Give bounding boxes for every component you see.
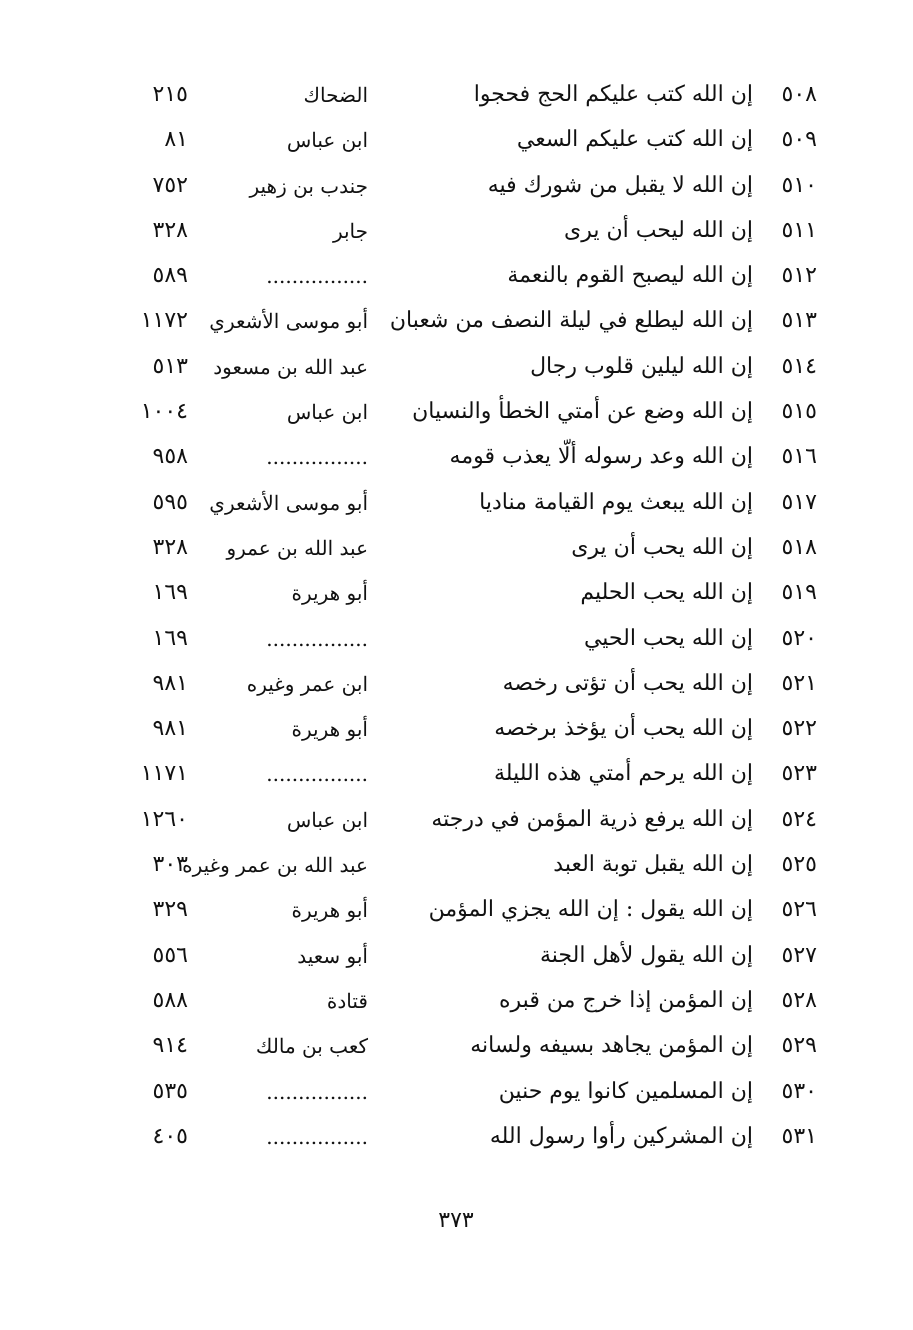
narrator: جندب بن زهير (249, 173, 368, 198)
index-row (0, 300, 913, 345)
page-reference: ١١٧١ (140, 761, 188, 787)
narrator: عبد الله بن مسعود (213, 354, 368, 379)
entry-number: ٥٠٨ (781, 82, 817, 107)
index-row (0, 935, 913, 980)
index-row (0, 889, 913, 934)
narrator: ................ (266, 264, 368, 289)
page-reference: ١١٧٢ (140, 308, 188, 334)
entry-number: ٥٢١ (781, 670, 817, 696)
index-row (0, 74, 913, 119)
hadith-text: إن المشركين رأوا رسول الله (489, 1123, 753, 1149)
hadith-text: إن الله لا يقبل من شورك فيه (487, 172, 753, 198)
page-reference: ٧٥٢ (152, 172, 188, 198)
narrator: ابن عباس (286, 400, 368, 425)
hadith-text: إن الله ليصبح القوم بالنعمة (507, 263, 753, 289)
hadith-text: إن الله يحب أن يرى (571, 534, 753, 560)
page-reference: ٨١ (164, 127, 188, 153)
hadith-text: إن الله كتب عليكم الحج فحجوا (473, 82, 753, 107)
page-reference: ٥٨٩ (152, 263, 188, 289)
index-row (0, 119, 913, 164)
entry-number: ٥٢٦ (781, 897, 817, 923)
page-reference: ١٦٩ (152, 580, 188, 606)
entry-number: ٥١٤ (781, 353, 817, 379)
page-reference: ٩٥٨ (152, 444, 188, 470)
narrator: عبد الله بن عمر وغيره (182, 853, 368, 878)
entry-number: ٥١٣ (781, 308, 817, 334)
entry-number: ٥٢٣ (781, 761, 817, 787)
index-row (0, 482, 913, 527)
entry-number: ٥١٩ (781, 580, 817, 606)
narrator: أبو موسى الأشعري (209, 490, 368, 515)
index-row (0, 436, 913, 481)
hadith-text: إن الله يحب الحليم (580, 580, 753, 606)
narrator: أبو هريرة (291, 717, 368, 742)
hadith-text: إن الله يقول لأهل الجنة (540, 942, 753, 968)
entry-number: ٥٢٩ (781, 1033, 817, 1059)
entry-number: ٥٣١ (781, 1123, 817, 1149)
entry-number: ٥١١ (781, 217, 817, 243)
index-row (0, 527, 913, 572)
page-reference: ٣٠٣ (152, 852, 188, 878)
hadith-text: إن الله يحب أن يؤخذ برخصه (494, 716, 753, 742)
entry-number: ٥٢٢ (781, 716, 817, 742)
entry-number: ٥٢٤ (781, 806, 817, 832)
narrator: أبو هريرة (291, 898, 368, 923)
hadith-text: إن الله يحب الحيي (583, 625, 753, 651)
page-reference: ٩٨١ (152, 716, 188, 742)
page-reference: ٣٢٩ (152, 897, 188, 923)
index-row (0, 1071, 913, 1116)
page-reference: ١٦٩ (152, 625, 188, 651)
narrator: كعب بن مالك (255, 1034, 368, 1059)
page-number: ٣٧٣ (438, 1208, 474, 1233)
hadith-text: إن الله ليحب أن يرى (563, 217, 753, 243)
page-reference: ٥٩٥ (152, 489, 188, 515)
hadith-text: إن المؤمن يجاهد بسيفه ولسانه (470, 1033, 753, 1059)
entry-number: ٥١٠ (781, 172, 817, 198)
entry-number: ٥٠٩ (781, 127, 817, 153)
entry-number: ٥٢٧ (781, 942, 817, 968)
narrator: ................ (266, 626, 368, 651)
page-reference: ١٠٠٤ (140, 399, 188, 425)
index-row (0, 1116, 913, 1161)
hadith-text: إن المسلمين كانوا يوم حنين (498, 1078, 753, 1104)
entry-number: ٥٣٠ (781, 1078, 817, 1104)
index-row (0, 799, 913, 844)
entry-number: ٥١٦ (781, 444, 817, 470)
hadith-text: إن الله ليلين قلوب رجال (530, 353, 753, 379)
hadith-text: إن الله يقول : إن الله يجزي المؤمن (428, 897, 753, 923)
hadith-index-list (0, 74, 913, 1161)
narrator: أبو هريرة (291, 581, 368, 606)
narrator: قتادة (326, 988, 368, 1013)
page-reference: ٥٥٦ (152, 942, 188, 968)
narrator: ................ (266, 445, 368, 470)
page-reference: ٥١٣ (152, 353, 188, 379)
hadith-text: إن الله يرفع ذرية المؤمن في درجته (431, 806, 753, 832)
narrator: عبد الله بن عمرو (226, 535, 368, 560)
index-row (0, 708, 913, 753)
hadith-text: إن المؤمن إذا خرج من قبره (499, 987, 753, 1013)
narrator: أبو موسى الأشعري (209, 309, 368, 334)
hadith-text: إن الله كتب عليكم السعي (516, 127, 753, 153)
entry-number: ٥١٧ (781, 489, 817, 515)
narrator: الضحاك (303, 83, 368, 107)
narrator: ابن عمر وغيره (246, 671, 368, 696)
narrator: ................ (266, 762, 368, 787)
narrator: جابر (332, 218, 368, 243)
page-reference: ٤٠٥ (152, 1123, 188, 1149)
index-row (0, 1025, 913, 1070)
hadith-text: إن الله وعد رسوله ألّا يعذب قومه (449, 444, 753, 470)
index-row (0, 980, 913, 1025)
index-row (0, 844, 913, 889)
index-row (0, 210, 913, 255)
entry-number: ٥٢٠ (781, 625, 817, 651)
page-reference: ٥٣٥ (152, 1078, 188, 1104)
entry-number: ٥٢٨ (781, 987, 817, 1013)
entry-number: ٥١٥ (781, 399, 817, 425)
hadith-text: إن الله ليطلع في ليلة النصف من شعبان (389, 308, 753, 334)
index-row (0, 618, 913, 663)
hadith-text: إن الله يرحم أمتي هذه الليلة (494, 761, 753, 787)
index-row (0, 255, 913, 300)
entry-number: ٥١٨ (781, 534, 817, 560)
page-reference: ٩١٤ (152, 1033, 188, 1059)
page-reference: ٣٢٨ (152, 217, 188, 243)
index-row (0, 346, 913, 391)
hadith-text: إن الله يحب أن تؤتى رخصه (502, 670, 753, 696)
narrator: أبو سعيد (297, 943, 368, 968)
page-reference: ٩٨١ (152, 670, 188, 696)
hadith-text: إن الله يبعث يوم القيامة مناديا (479, 489, 753, 515)
page-reference: ١٢٦٠ (140, 806, 188, 832)
index-row (0, 391, 913, 436)
narrator: ................ (266, 1079, 368, 1104)
index-row (0, 753, 913, 798)
entry-number: ٥١٢ (781, 263, 817, 289)
index-row (0, 663, 913, 708)
narrator: ابن عباس (286, 807, 368, 832)
narrator: ابن عباس (286, 128, 368, 153)
entry-number: ٥٢٥ (781, 852, 817, 878)
hadith-text: إن الله وضع عن أمتي الخطأ والنسيان (412, 399, 753, 425)
narrator: ................ (266, 1124, 368, 1149)
page-reference: ٥٨٨ (152, 987, 188, 1013)
index-row (0, 165, 913, 210)
page-reference: ٢١٥ (152, 82, 188, 107)
index-row (0, 572, 913, 617)
hadith-text: إن الله يقبل توبة العبد (553, 852, 753, 878)
page-reference: ٣٢٨ (152, 534, 188, 560)
